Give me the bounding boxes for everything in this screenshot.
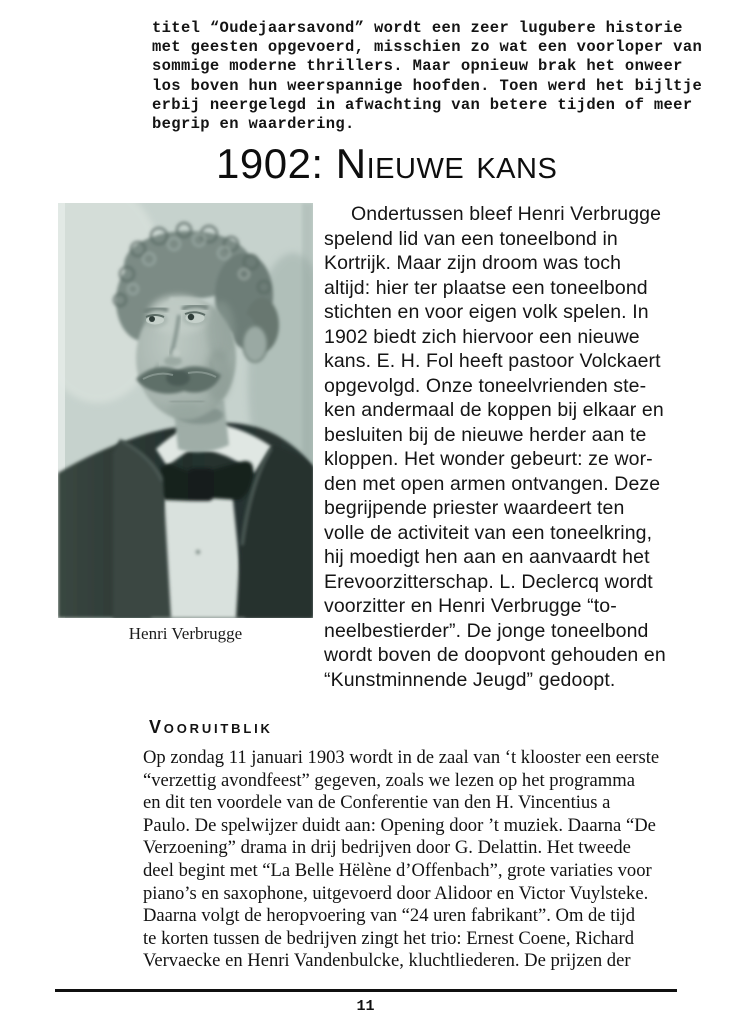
text-line: Verzoening” drama in drij bedrijven door G. Delattin. Het tweede <box>143 837 631 859</box>
text-line: piano’s en saxophone, uitgevoerd door Alidoor en Victor Vuylsteke. <box>143 882 649 904</box>
main-paragraph <box>324 202 730 692</box>
section-heading: Vooruitblik <box>149 717 273 737</box>
text-line: Daarna volgt de heropvoering van “24 uren fabrikant”. Om de tijd <box>143 905 636 927</box>
text-line: titel “Oudejaarsavond” wordt een zeer lugubere historie <box>152 19 683 37</box>
portrait-photo <box>58 203 313 618</box>
text-line: altijd: hier ter plaatse een toneelbond <box>324 276 648 299</box>
footer-rule <box>55 989 677 992</box>
text-line: “verzettig avondfeest” gegeven, zoals we lezen op het programma <box>143 769 635 791</box>
text-line: begrijpende priester waardeert ten <box>324 497 625 519</box>
text-line: Op zondag 11 januari 1903 wordt in de zaal van ‘t klooster een eerste <box>143 747 660 768</box>
text-line: deel begint met “La Belle Hëlène d’Offenbach”, grote variaties voor <box>143 859 652 881</box>
text-line: Paulo. De spelwijzer duidt aan: Opening door ’t muziek. Daarna “De <box>143 814 656 836</box>
vooruitblik-paragraph <box>143 747 729 973</box>
portrait-figure <box>58 203 313 644</box>
text-line: 1902 biedt zich hiervoor een nieuwe <box>324 325 640 348</box>
ear <box>243 326 267 362</box>
text-line: ken andermaal de koppen bij elkaar en <box>324 399 664 421</box>
text-line: volle de activiteit van een toneelkring, <box>324 521 653 544</box>
text-line: met geesten opgevoerd, misschien zo wat een voorloper van <box>152 38 703 57</box>
text-line: besluiten bij de nieuwe herder aan te <box>324 423 647 446</box>
text-line: te korten tussen de bedrijven zingt het trio: Ernest Coene, Richard <box>143 927 635 949</box>
text-line: kans. E. H. Fol heeft pastoor Volckaert <box>324 350 661 372</box>
intro-paragraph <box>152 19 712 134</box>
text-line: voorzitter en Henri Verbrugge “to- <box>324 595 617 617</box>
text-line: hij moedigt hen aan en aanvaardt het <box>324 546 650 568</box>
page-number: 11 <box>356 998 375 1015</box>
text-line: Vervaecke en Henri Vandenbulcke, kluchtliederen. De prijzen der <box>143 950 631 972</box>
text-line: kloppen. Het wonder gebeurt: ze wor- <box>324 448 653 470</box>
text-line: neelbestierder”. De jonge toneelbond <box>324 619 649 642</box>
text-line: Erevoorzitterschap. L. Declercq wordt <box>324 570 653 593</box>
text-line: wordt boven de doopvont gehouden en <box>324 644 666 666</box>
text-line: Kortrijk. Maar zijn droom was toch <box>324 252 622 274</box>
text-line: erbij neergelegd in afwachting van betere tijden of meer <box>152 95 693 114</box>
text-line: en dit ten voordele van de Conferentie van den H. Vincentius a <box>143 792 611 814</box>
text-line: den met open armen ontvangen. Deze <box>324 472 661 495</box>
text-line: opgevolgd. Onze toneelvrienden ste- <box>324 374 647 397</box>
photo-caption: Henri Verbrugge <box>128 624 243 643</box>
text-line: spelend lid van een toneelbond in <box>324 227 618 250</box>
text-line: begrip en waardering. <box>152 115 355 134</box>
face <box>136 295 236 419</box>
chapter-heading: 1902: Nieuwe kans <box>216 140 558 187</box>
text-line: los boven hun weerspannige hoofden. Toen werd het bijltje <box>152 76 703 95</box>
text-line: stichten en voor eigen volk spelen. In <box>324 301 649 323</box>
text-line: sommige moderne thrillers. Maar opnieuw brak het onweer <box>152 57 683 76</box>
text-line: “Kunstminnende Jeugd” gedoopt. <box>324 668 616 691</box>
text-line: Ondertussen bleef Henri Verbrugge <box>351 203 662 225</box>
